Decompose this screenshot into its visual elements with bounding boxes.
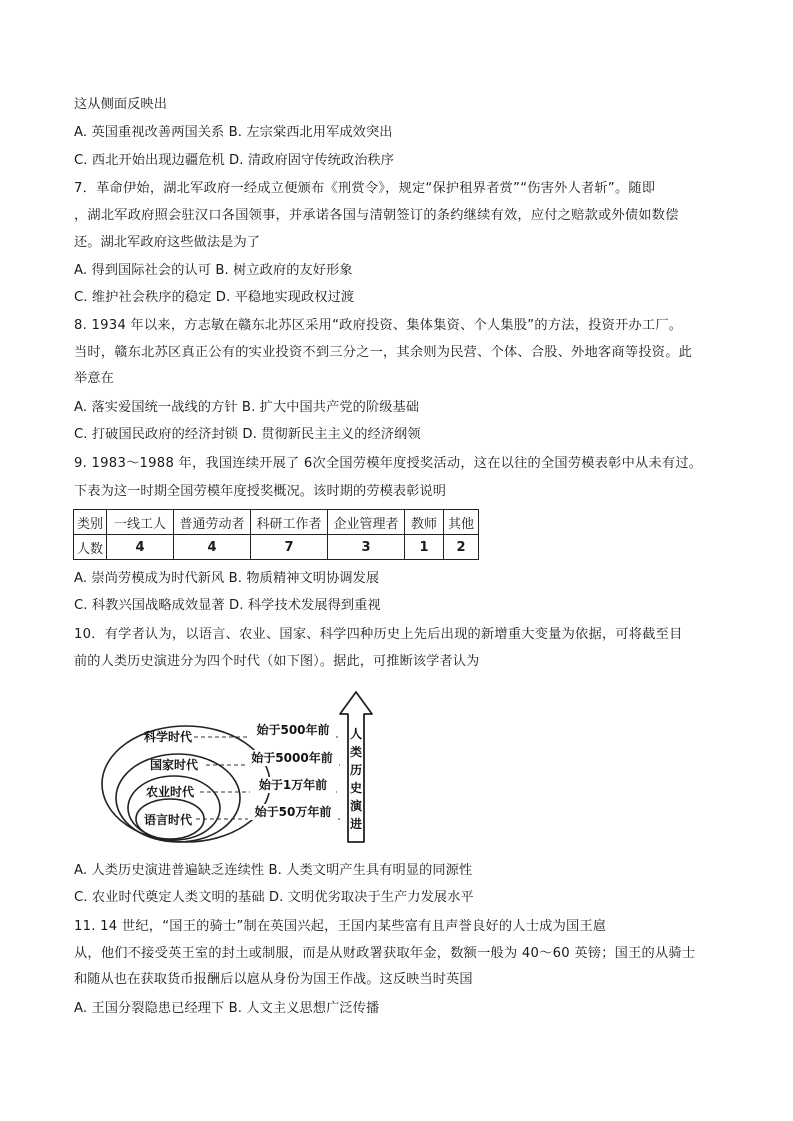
- table-header-cell: 一线工人: [107, 510, 174, 535]
- q8-options-cd: C. 打破国民政府的经济封锁 D. 贯彻新民主主义的经济纲领: [74, 427, 421, 442]
- q7-stem-line3: 还。湖北军政府这些做法是为了: [74, 235, 261, 250]
- table-header-cell: 教师: [405, 510, 444, 535]
- table-header-cell: 类别: [74, 510, 107, 535]
- q10-stem-line1: 10．有学者认为，以语言、农业、国家、科学四种历史上先后出现的新增重大变量为依据，可将截至目: [74, 627, 683, 642]
- arrow-char: 史: [349, 781, 363, 795]
- q6-options-ab: A. 英国重视改善两国关系 B. 左宗棠西北用军成效突出: [74, 125, 393, 140]
- era-label: 语言时代: [143, 813, 193, 827]
- q9-options-cd: C. 科教兴国战略成效显著 D. 科学技术发展得到重视: [74, 598, 381, 613]
- q9-stem-line2: 下表为这一时期全国劳模年度授奖概况。该时期的劳模表彰说明: [74, 484, 447, 499]
- era-label: 农业时代: [145, 785, 195, 799]
- q11-stem-line2: 从，他们不接受英王室的封土或制服，而是从财政署获取年金，数额一般为 40～60 英镑；国王的从骑士: [74, 946, 696, 961]
- q11-options-ab: A. 王国分裂隐患已经理下 B. 人文主义思想广泛传播: [74, 1001, 380, 1016]
- q9-table: [73, 509, 479, 560]
- table-cell: 2: [444, 535, 479, 560]
- table-cell: 3: [328, 535, 405, 560]
- table-cell: 1: [405, 535, 444, 560]
- arrow-char: 进: [349, 817, 363, 831]
- q11-stem-line3: 和随从也在获取货币报酬后以扈从身份为国王作战。这反映当时英国: [74, 972, 473, 987]
- table-cell: 4: [107, 535, 174, 560]
- table-header-cell: 企业管理者: [328, 510, 405, 535]
- table-cell: 4: [174, 535, 251, 560]
- history-eras-diagram: [100, 690, 390, 850]
- era-label: 国家时代: [149, 758, 199, 772]
- q10-options-ab: A. 人类历史演进普遍缺乏连续性 B. 人类文明产生具有明显的同源性: [74, 863, 473, 878]
- table-cell: 人数: [74, 535, 107, 560]
- q8-stem-line1: 8. 1934 年以来，方志敏在赣东北苏区采用“政府投资、集体集资、个人集股”的方法，投资开办工厂。: [74, 318, 683, 333]
- q6-stem-end: 这从侧面反映出: [74, 97, 168, 112]
- arrow-char: 历: [349, 763, 363, 777]
- table-header-cell: 普通劳动者: [174, 510, 251, 535]
- table-header-row: [74, 510, 479, 535]
- q8-options-ab: A. 落实爱国统一战线的方针 B. 扩大中国共产党的阶级基础: [74, 400, 420, 415]
- arrow-char: 类: [349, 745, 363, 759]
- table-row: [74, 535, 479, 560]
- q9-options-ab: A. 崇尚劳模成为时代新风 B. 物质精神文明协调发展: [74, 571, 380, 586]
- q8-stem-line3: 举意在: [74, 371, 114, 386]
- table-header-cell: 科研工作者: [251, 510, 328, 535]
- table-header-cell: 其他: [444, 510, 479, 535]
- era-start-label: 始于50万年前: [254, 805, 332, 819]
- q11-stem-line1: 11. 14 世纪，“国王的骑士”制在英国兴起，王国内某些富有且声誉良好的人士成为国王扈: [74, 919, 607, 934]
- q7-stem-line1: 7．革命伊始，湖北军政府一经成立便颁布《刑赏令》，规定“保护租界者赏”“伤害外人者斩”。随即: [74, 181, 656, 196]
- q7-options-cd: C. 维护社会秩序的稳定 D. 平稳地实现政权过渡: [74, 290, 355, 305]
- q8-stem-line2: 当时，赣东北苏区真正公有的实业投资不到三分之一，其余则为民营、个体、合股、外地客商等投资。此: [74, 345, 693, 360]
- arrow-char: 人: [349, 727, 363, 741]
- era-start-label: 始于5000年前: [251, 751, 333, 765]
- q7-stem-line2: ，湖北军政府照会驻汉口各国领事，并承诺各国与清朝签订的条约继续有效，应付之赔款或外债如数偿: [74, 208, 679, 223]
- q10-stem-line2: 前的人类历史演进分为四个时代（如下图）。据此，可推断该学者认为: [74, 654, 480, 669]
- q9-stem-line1: 9. 1983～1988 年，我国连续开展了 6次全国劳模年度授奖活动，这在以往的全国劳模表彰中从未有过。: [74, 456, 703, 471]
- era-label: 科学时代: [143, 730, 193, 744]
- q6-options-cd: C. 西北开始出现边疆危机 D. 清政府固守传统政治秩序: [74, 153, 395, 168]
- table-cell: 7: [251, 535, 328, 560]
- era-start-label: 始于1万年前: [258, 778, 328, 792]
- arrow-char: 演: [349, 799, 363, 813]
- era-start-label: 始于500年前: [256, 723, 330, 737]
- q7-options-ab: A. 得到国际社会的认可 B. 树立政府的友好形象: [74, 263, 353, 278]
- q10-options-cd: C. 农业时代奠定人类文明的基础 D. 文明优劣取决于生产力发展水平: [74, 890, 474, 905]
